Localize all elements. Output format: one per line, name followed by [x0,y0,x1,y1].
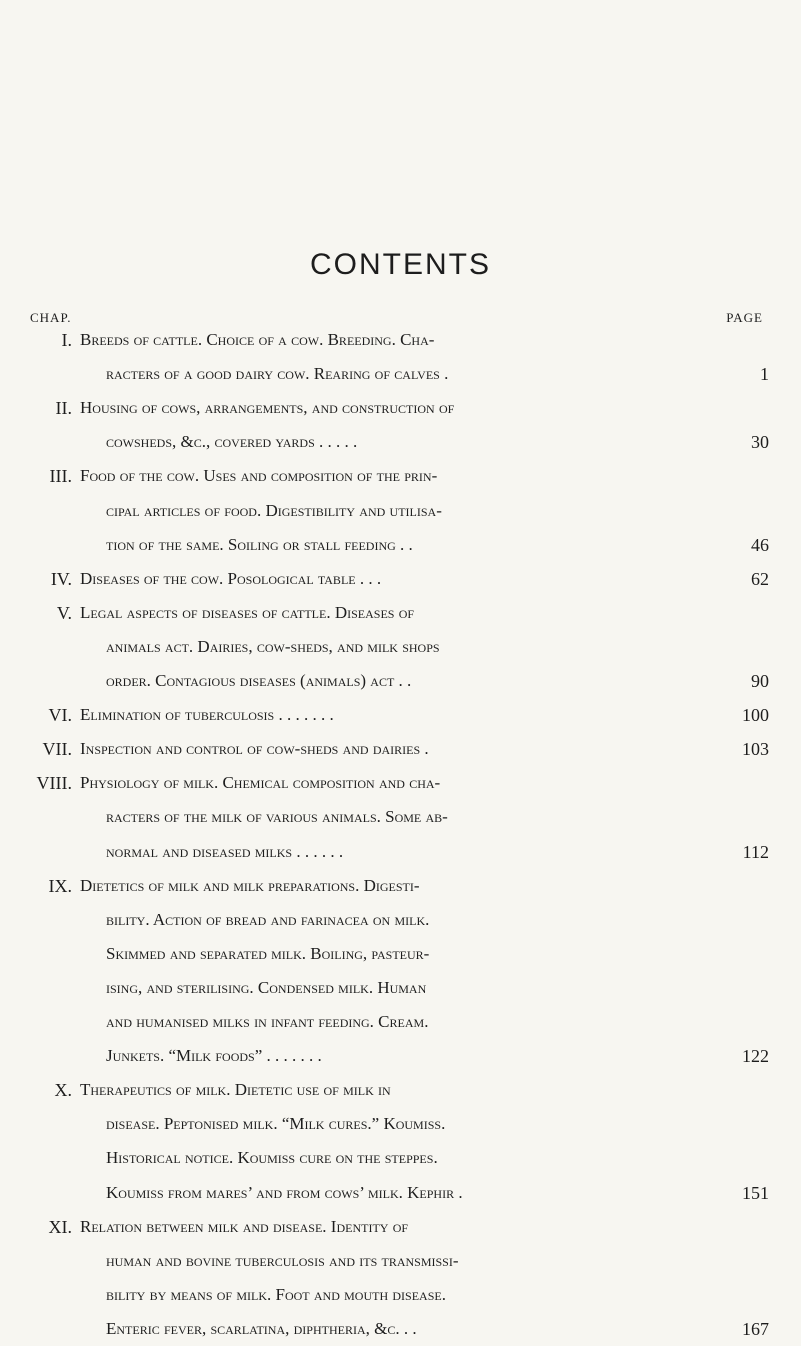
page-number: 167 [742,1318,769,1339]
toc-line [0,1005,801,1039]
toc-line [0,1107,801,1141]
chapter-title-text: normal and diseased milks . . . . . . [106,841,344,861]
chapter-title-text: human and bovine tuberculosis and its transmissi- [106,1250,459,1270]
chapter-title-text: animals act. Dairies, cow-sheds, and milk shops [106,636,440,656]
chapter-title-text: racters of a good dairy cow. Rearing of calves . [106,364,449,384]
toc-line [0,1039,801,1073]
page-number: 46 [751,534,769,555]
toc-line [0,596,801,630]
chapter-title-text: cowsheds, &c., covered yards . . . . . [106,432,358,452]
chapter-number: X. [54,1080,72,1101]
chapter-title-text: Skimmed and separated milk. Boiling, pasteur- [106,943,430,963]
chapter-title-text: Dietetics of milk and milk preparations. Digesti- [80,875,420,895]
page-number: 100 [742,705,769,726]
toc-line [0,869,801,903]
chapter-number: XI. [48,1216,72,1237]
page-number: 62 [751,568,769,589]
chapter-number: I. [61,330,72,350]
toc-line [0,766,801,800]
chapter-number: VII. [42,739,72,760]
toc-line [0,664,801,698]
chapter-number: II. [55,398,72,419]
toc-line [0,1278,801,1312]
chapter-title-text: bility by means of milk. Foot and mouth disease. [106,1284,446,1304]
chapter-number: IV. [50,568,72,589]
chapter-title-text: Enteric fever, scarlatina, diphtheria, &c. . . [106,1318,417,1338]
toc-line [0,357,801,391]
page-number: 1 [760,364,769,385]
toc-line [0,1244,801,1278]
chapter-title-text: bility. Action of bread and farinacea on milk. [106,909,430,929]
chapter-title-text: Therapeutics of milk. Dietetic use of milk in [80,1080,391,1100]
page-column-header: PAGE [726,310,763,325]
toc-line [0,459,801,493]
chapter-title-text: cipal articles of food. Digestibility and utilisa- [106,500,442,520]
toc-line [0,835,801,869]
toc-line [0,494,801,528]
chapter-title-text: ising, and sterilising. Condensed milk. Human [106,977,427,997]
chapter-title-text: Junkets. “Milk foods” . . . . . . . [106,1046,322,1066]
chapter-title-text: Historical notice. Koumiss cure on the steppes. [106,1148,438,1168]
page-number: 103 [742,739,769,760]
chap-column-header: CHAP. [30,310,72,325]
page-title: CONTENTS [310,248,491,281]
chapter-number: V. [56,602,72,623]
chapter-number: VI. [48,705,72,726]
toc-line [0,800,801,834]
chapter-title-text: Koumiss from mares’ and from cows’ milk. Kephir . [106,1182,463,1202]
page-number: 151 [742,1182,769,1203]
toc-line [0,1312,801,1346]
chapter-title-text: racters of the milk of various animals. Some ab- [106,807,448,827]
chapter-title-text: tion of the same. Soiling or stall feeding . . [106,534,413,554]
chapter-number: IX. [48,875,72,896]
toc-line [0,425,801,459]
chapter-title-text: Inspection and control of cow-sheds and dairies . [80,739,429,759]
chapter-title-text: Housing of cows, arrangements, and construction of [80,398,455,418]
toc-line [0,937,801,971]
toc-line [0,391,801,425]
toc-line [0,971,801,1005]
chapter-number: VIII. [36,773,72,794]
toc-line [0,903,801,937]
toc-line [0,1210,801,1244]
chapter-title-text: Physiology of milk. Chemical composition and cha- [80,773,441,793]
chapter-title-text: Diseases of the cow. Posological table . . . [80,568,382,588]
toc-line [0,562,801,596]
chapter-number: III. [49,466,72,487]
toc-line [0,528,801,562]
chapter-title-text: and humanised milks in infant feeding. Cream. [106,1012,429,1031]
chapter-title-text: Legal aspects of diseases of cattle. Diseases of [80,602,415,622]
page-number: 90 [751,671,769,691]
toc-line [0,1141,801,1175]
toc-line [0,732,801,766]
toc-line [0,1073,801,1107]
chapter-title-text: Elimination of tuberculosis . . . . . . . [80,705,334,725]
toc-line [0,630,801,664]
chapter-title-text: order. Contagious diseases (animals) act . . [106,671,412,690]
chapter-title-text: Breeds of cattle. Choice of a cow. Breeding. Cha- [80,330,435,349]
toc-line [0,323,801,357]
toc-line [0,698,801,732]
page-number: 30 [751,432,769,453]
page-number: 122 [742,1046,769,1067]
page-number: 112 [742,841,769,862]
chapter-title-text: Relation between milk and disease. Identity of [80,1216,409,1236]
chapter-title-text: disease. Peptonised milk. “Milk cures.” Koumiss. [106,1114,446,1134]
chapter-title-text: Food of the cow. Uses and composition of the prin- [80,466,438,486]
toc-line [0,1176,801,1210]
